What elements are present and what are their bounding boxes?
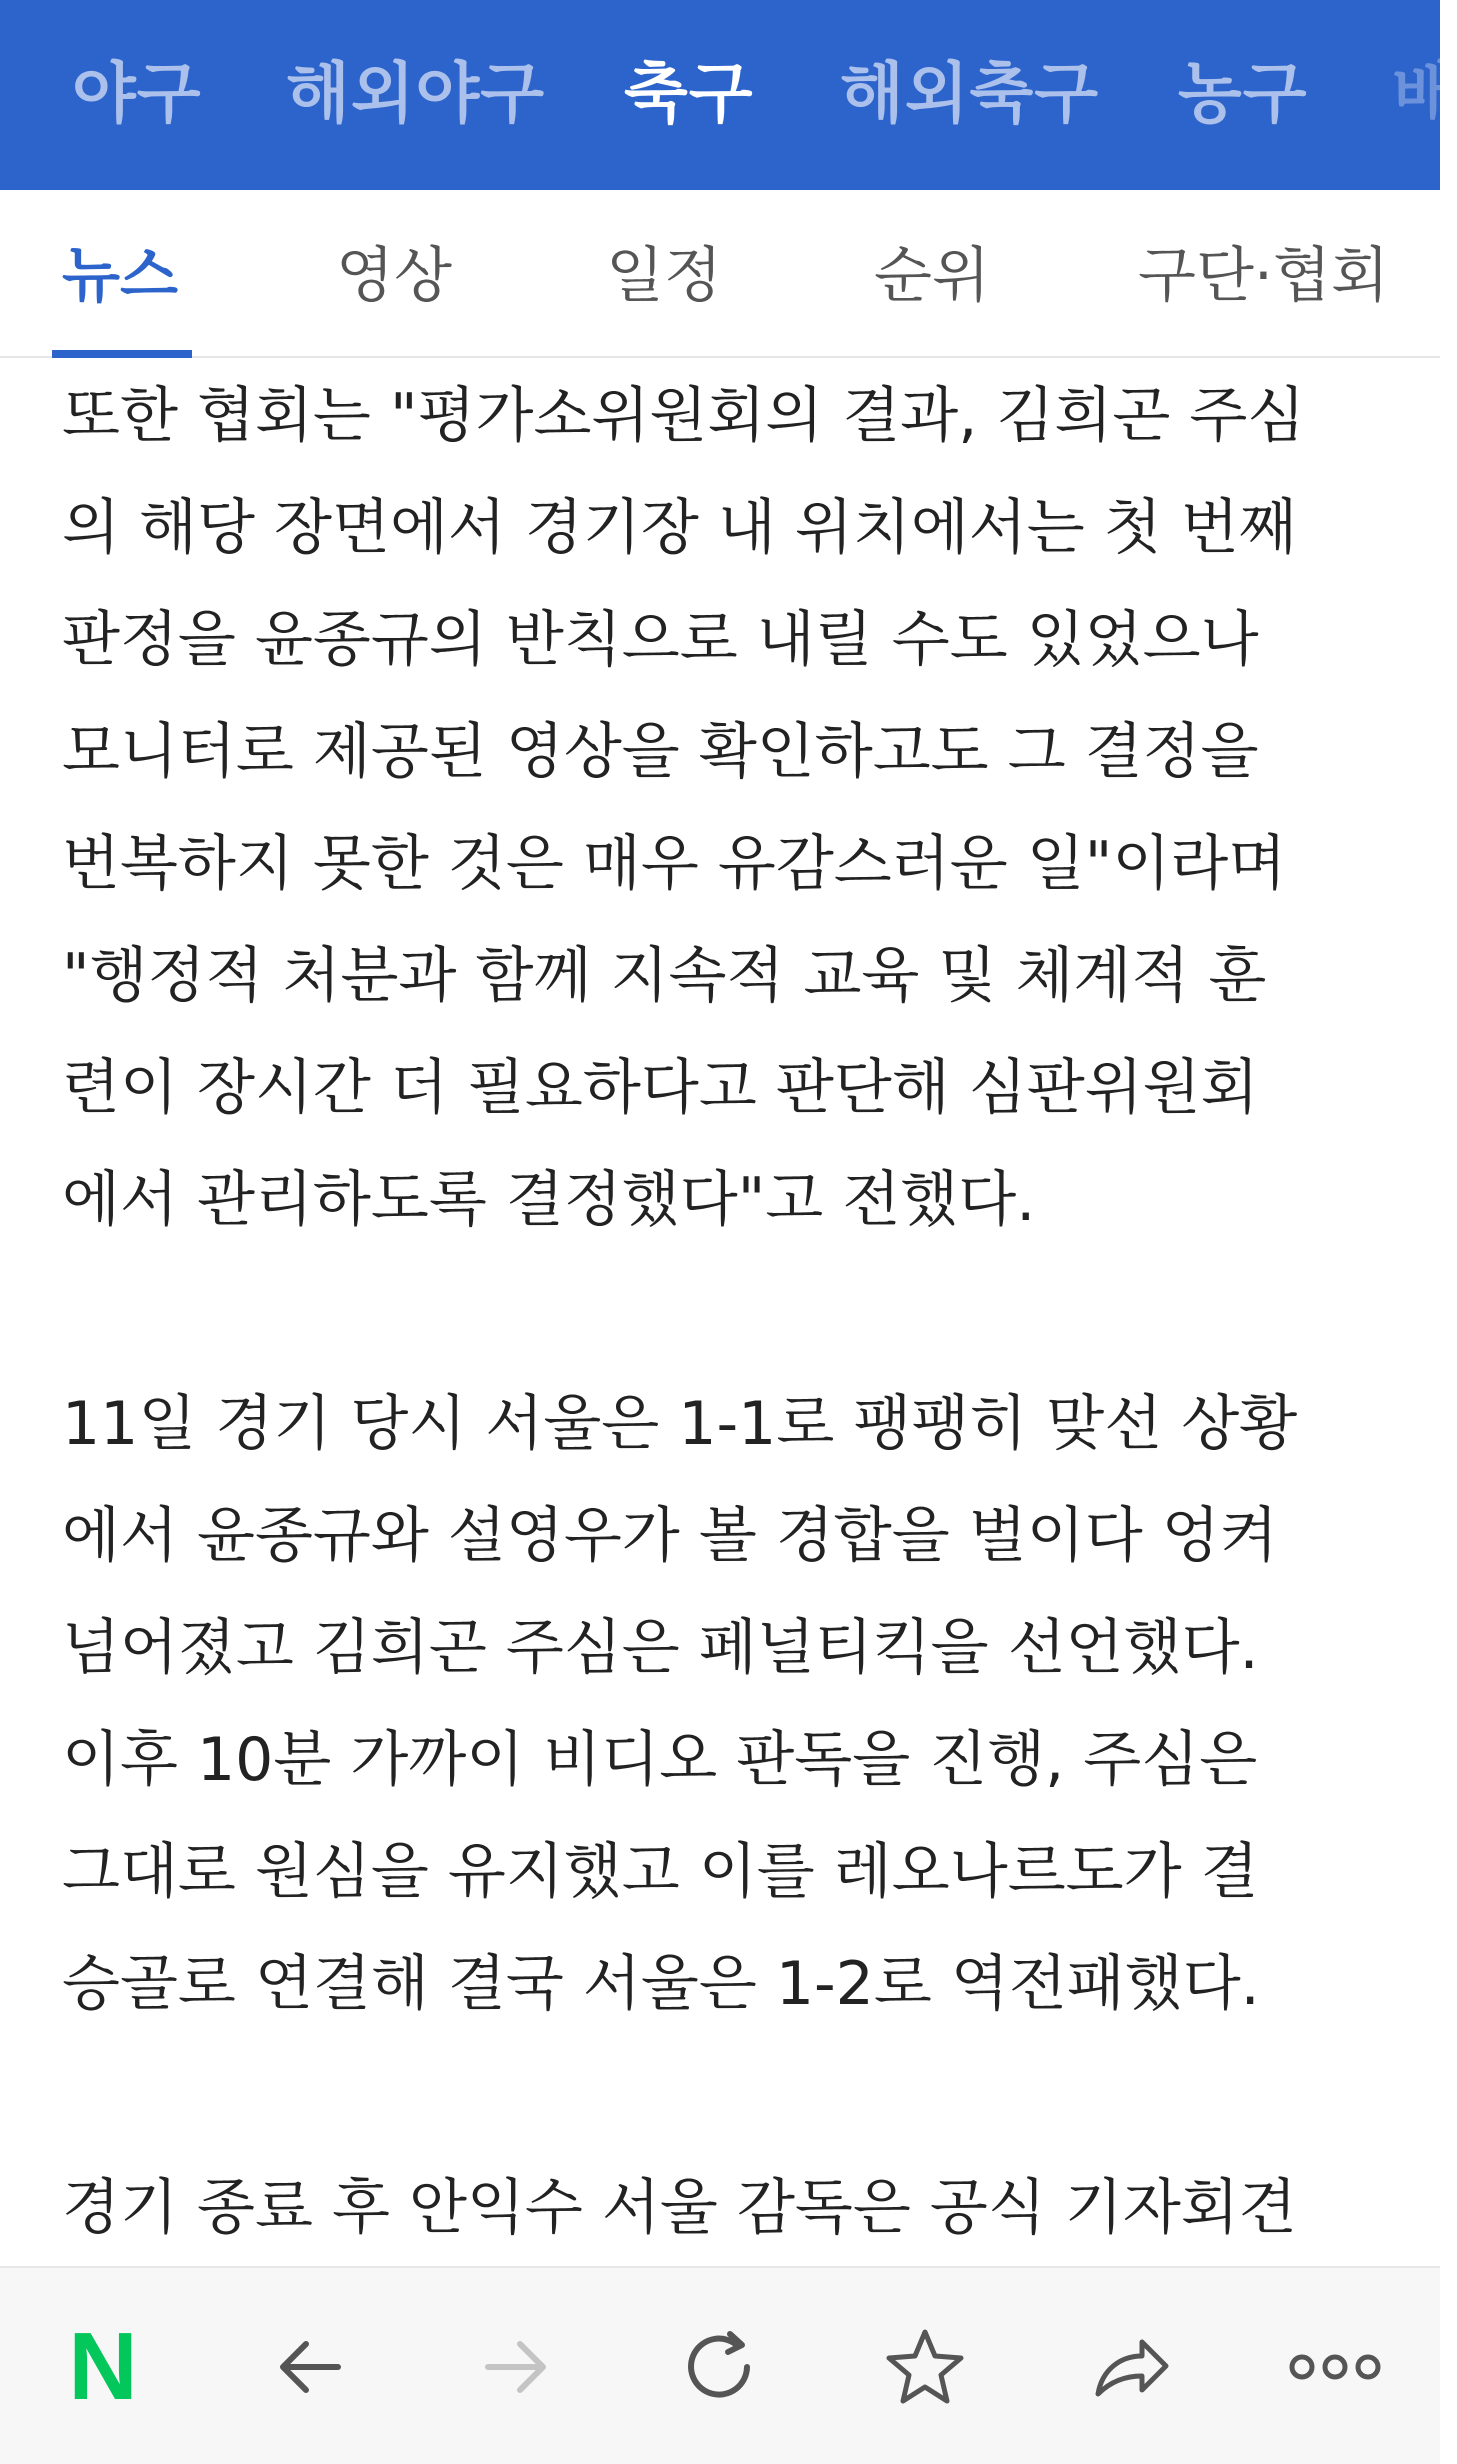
article-line: 에서 관리하도록 결정했다"고 전했다.	[62, 1165, 1036, 1235]
tab-news[interactable]: 뉴스	[62, 241, 178, 311]
back-arrow-icon	[256, 2312, 366, 2422]
sport-category-nav	[0, 0, 1457, 190]
article-paragraph	[62, 1368, 1392, 2040]
article-line: 11일 경기 당시 서울은 1-1로 팽팽히 맞선 상황	[62, 1389, 1298, 1459]
more-button[interactable]	[1280, 2312, 1390, 2422]
back-button[interactable]	[256, 2312, 366, 2422]
article-paragraph	[62, 2152, 1392, 2264]
share-button[interactable]	[1076, 2312, 1186, 2422]
article-line: 승골로 연결해 결국 서울은 1-2로 역전패했다.	[62, 1949, 1260, 2019]
article-line: 판정을 윤종규의 반칙으로 내릴 수도 있었으나	[62, 605, 1259, 675]
paragraph-gap	[62, 2040, 1392, 2152]
article-line: 에서 윤종규와 설영우가 볼 경합을 벌이다 엉켜	[62, 1501, 1278, 1571]
article-line: 련이 장시간 더 필요하다고 판단해 심판위원회	[62, 1053, 1259, 1123]
tab-clubs-association[interactable]: 구단·협회	[1138, 241, 1389, 311]
article-body	[62, 360, 1392, 2266]
article-line: 의 해당 장면에서 경기장 내 위치에서는 첫 번째	[62, 493, 1297, 563]
share-icon	[1076, 2312, 1186, 2422]
more-icon	[1280, 2312, 1390, 2422]
sport-tab-basketball[interactable]: 농구	[1178, 55, 1308, 132]
sport-tab-baseball[interactable]: 야구	[72, 55, 202, 132]
article-line: 모니터로 제공된 영상을 확인하고도 그 결정을	[62, 717, 1259, 787]
article-line: 이후 10분 가까이 비디오 판독을 진행, 주심은	[62, 1725, 1258, 1795]
tab-schedule[interactable]: 일정	[606, 241, 722, 311]
article-line: 넘어졌고 김희곤 주심은 페널티킥을 선언했다.	[62, 1613, 1259, 1683]
sport-tab-volleyball[interactable]: 배	[1392, 55, 1457, 132]
forward-button[interactable]	[460, 2312, 570, 2422]
active-tab-indicator	[52, 350, 192, 358]
sport-tab-overseas-football[interactable]: 해외축구	[840, 55, 1100, 132]
naver-home-button[interactable]	[48, 2312, 158, 2422]
paragraph-gap	[62, 1256, 1392, 1368]
article-line: 또한 협회는 "평가소위원회의 결과, 김희곤 주심	[62, 381, 1306, 451]
article-line: "행정적 처분과 함께 지속적 교육 및 체계적 훈	[62, 941, 1267, 1011]
star-icon	[870, 2312, 980, 2422]
tab-ranking[interactable]: 순위	[874, 241, 990, 311]
tab-video[interactable]: 영상	[336, 241, 452, 311]
reload-button[interactable]	[664, 2312, 774, 2422]
article-line: 그대로 원심을 유지했고 이를 레오나르도가 결	[62, 1837, 1259, 1907]
article-line: 경기 종료 후 안익수 서울 감독은 공식 기자회견	[62, 2173, 1297, 2243]
sport-tab-overseas-baseball[interactable]: 해외야구	[286, 55, 546, 132]
reload-icon	[664, 2312, 774, 2422]
naver-logo: N	[68, 2313, 138, 2420]
forward-arrow-icon	[460, 2312, 570, 2422]
bookmark-button[interactable]	[870, 2312, 980, 2422]
browser-toolbar	[0, 2266, 1440, 2464]
sport-tab-football[interactable]: 축구	[624, 55, 754, 132]
article-line: 번복하지 못한 것은 매우 유감스러운 일"이라며	[62, 829, 1287, 899]
sub-tab-nav	[0, 190, 1440, 358]
article-paragraph	[62, 360, 1392, 1256]
